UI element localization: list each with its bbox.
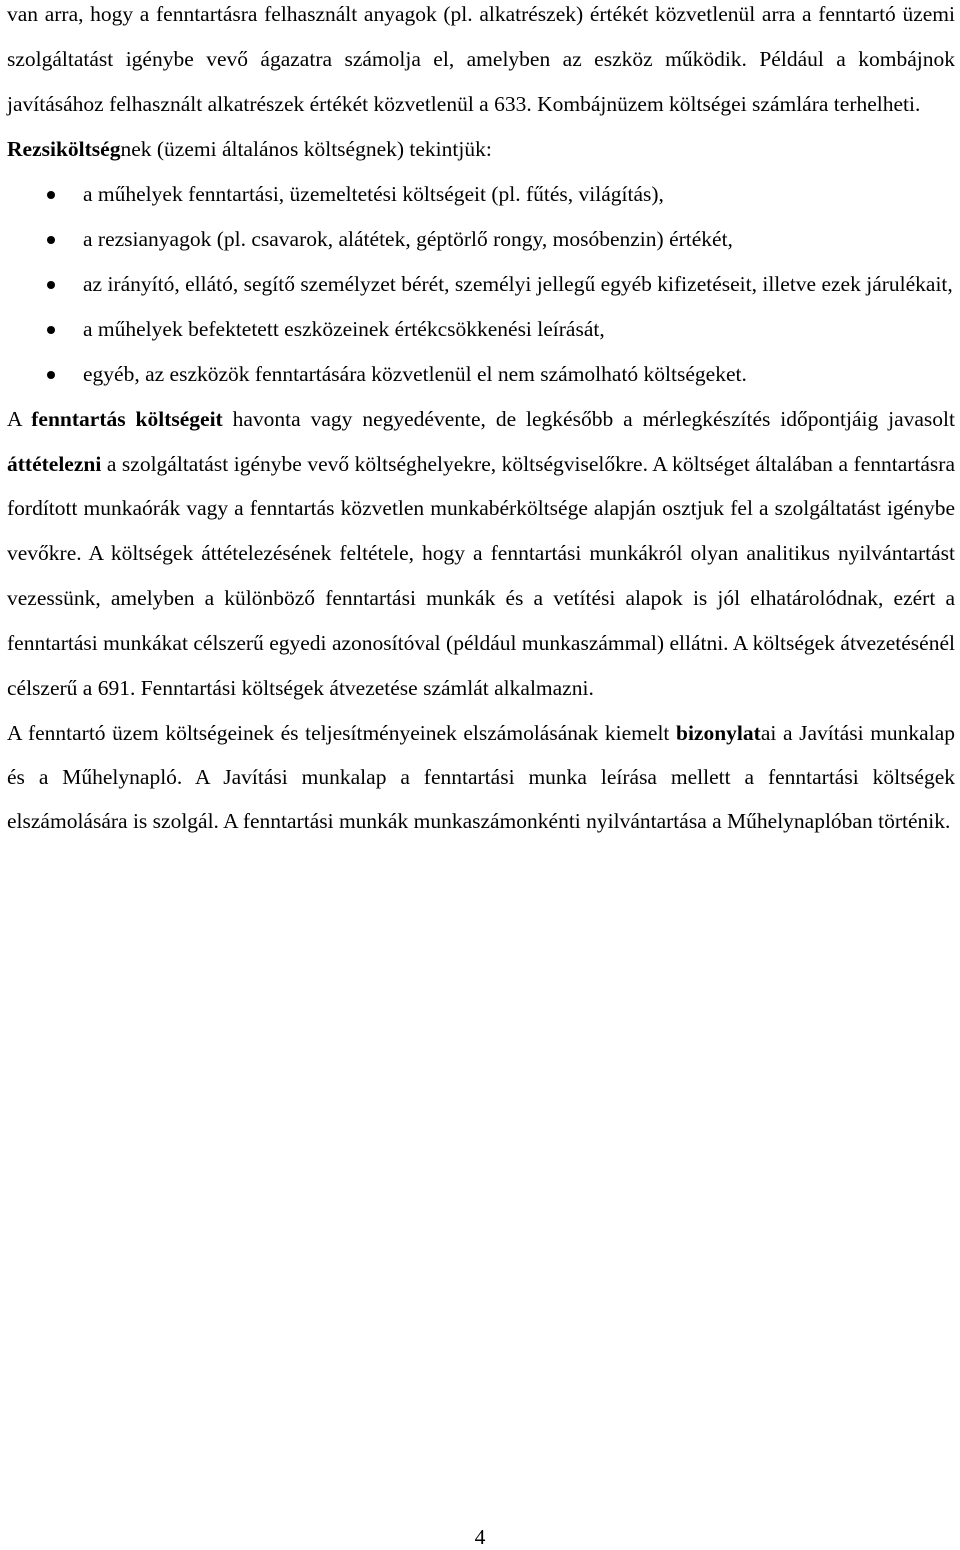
overhead-intro: [7, 127, 955, 172]
text-run: havonta vagy negyedévente, de legkésőbb a mérlegkészítés időpontjáig javasolt: [222, 406, 955, 431]
bullet-icon: [47, 371, 55, 379]
list-item-text: az irányító, ellátó, segítő személyzet bérét, személyi jellegű egyéb kifizetéseit, illetve ezek járulékait,: [83, 271, 953, 296]
intro-paragraph: van arra, hogy a fenntartásra felhasznált anyagok (pl. alkatrészek) értékét közvetlenül arra a fenntartó üzemi szolgáltatást igénybe vevő ágazatra számolja el, amelyben az eszköz működik. Például a kombájnok javításához felhasznált alkatrészek értékét közvetlenül a 633. Kombájnüzem költségei számlára terhelheti.: [7, 2, 955, 116]
text-run: A: [7, 406, 32, 431]
overhead-list: [7, 172, 955, 397]
list-item-text: a műhelyek befektetett eszközeinek értékcsökkenési leírását,: [83, 316, 605, 341]
list-item-text: egyéb, az eszközök fenntartására közvetlenül el nem számolható költségeket.: [83, 361, 747, 386]
transfer-term: áttételezni: [7, 451, 102, 476]
maintenance-costs-term: fenntartás költségeit: [31, 406, 223, 431]
list-item-text: a műhelyek fenntartási, üzemeltetési költségeit (pl. fűtés, világítás),: [83, 181, 664, 206]
list-item: [7, 172, 955, 217]
text-run: ai a Javítási munkalap és a Műhelynapló. A Javítási munkalap a fenntartási munka leírása mellett a fenntartási költségek elszámolására is szolgál. A fenntartási munkák munkaszámonkénti nyilvántartása a Műhelynaplóban történik.: [7, 720, 955, 834]
text-run: a szolgáltatást igénybe vevő költséghelyekre, költségviselőkre. A költséget általában a fenntartásra fordított munkaórák vagy a fenntartás közvetlen munkabérköltsége alapján osztjuk fel a szolgáltatást igénybe vevőkre. A költségek áttételezésének feltétele, hogy a fenntartási munkákról olyan analitikus nyilvántartást vezessünk, amelyben a különböző fenntartási munkák és a vetítési alapok is jól elhatárolódnak, ezért a fenntartási munkákat célszerű egyedi azonosítóval (például munkaszámmal) ellátni. A költségek átvezetésénél célszerű a 691. Fenntartási költségek átvezetése számlát alkalmazni.: [7, 451, 955, 701]
list-item: [7, 307, 955, 352]
bullet-icon: [47, 236, 55, 244]
text-run: A fenntartó üzem költségeinek és teljesítményeinek elszámolásának kiemelt: [7, 720, 676, 745]
overhead-intro-rest: nek (üzemi általános költségnek) tekintjük:: [120, 136, 492, 161]
list-item: [7, 352, 955, 397]
voucher-term: bizonylat: [676, 720, 761, 745]
bullet-icon: [47, 281, 55, 289]
page-number: 4: [474, 1525, 486, 1549]
overhead-term: Rezsiköltség: [7, 136, 121, 161]
list-item: [7, 217, 955, 262]
document-page: [7, 0, 955, 844]
list-item: [7, 262, 955, 307]
bullet-icon: [47, 326, 55, 334]
maintenance-paragraph: [7, 397, 955, 711]
bullet-icon: [47, 191, 55, 199]
list-item-text: a rezsianyagok (pl. csavarok, alátétek, géptörlő rongy, mosóbenzin) értékét,: [83, 226, 733, 251]
documents-paragraph: [7, 711, 955, 844]
